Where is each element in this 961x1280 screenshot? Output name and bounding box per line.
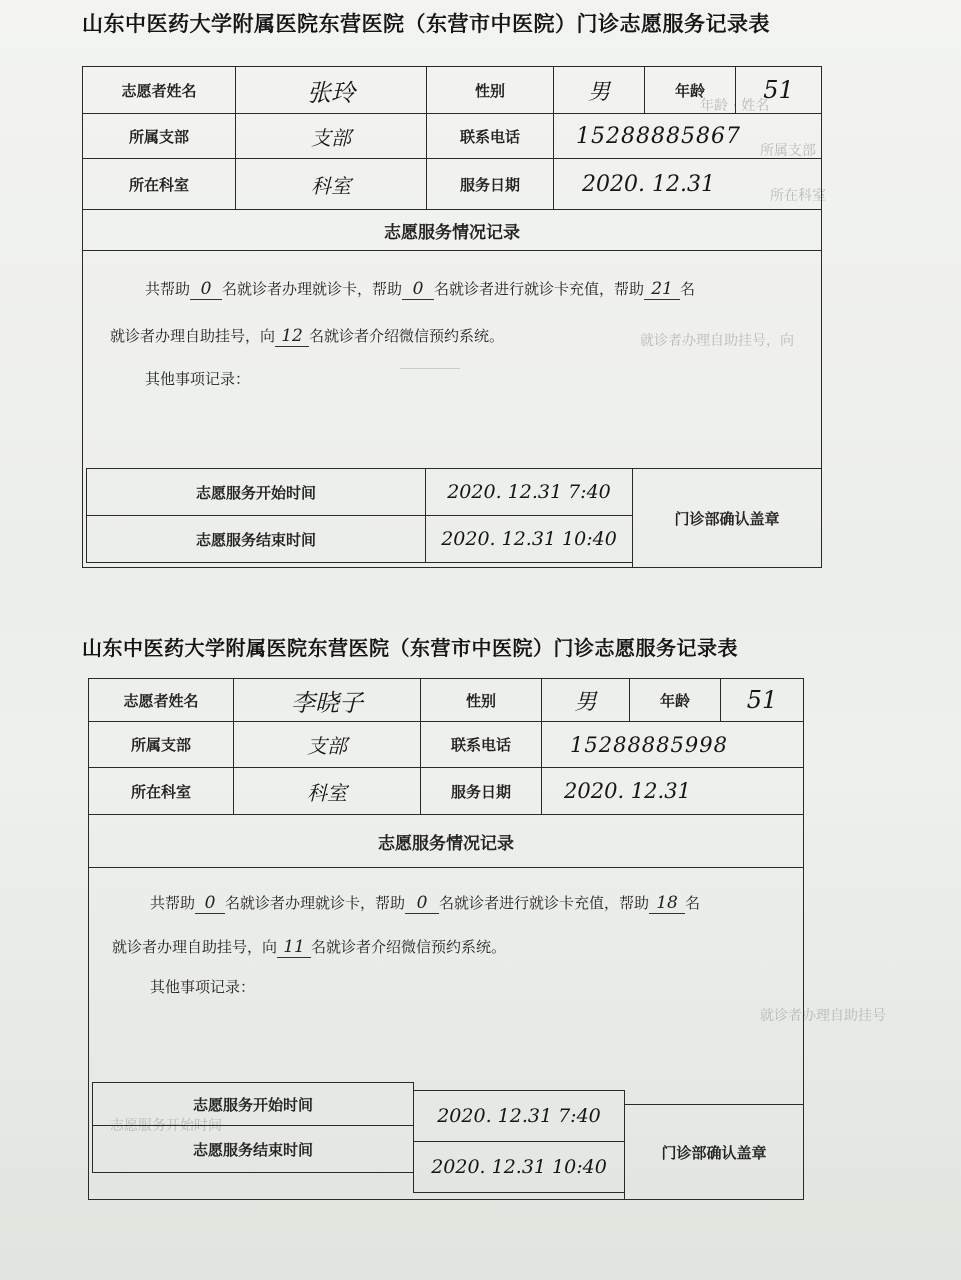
bleed-through-text: 就诊者办理自助挂号 <box>760 1008 886 1024</box>
end-time-value: 2020. 12.31 10:40 <box>431 1156 607 1178</box>
service-date-cell <box>541 767 804 815</box>
label-end-time: 志愿服务结束时间 <box>86 515 426 563</box>
seal-box: 门诊部确认盖章 <box>624 1104 804 1200</box>
label-volunteer-name: 志愿者姓名 <box>88 678 234 722</box>
department-value: 科室 <box>307 780 347 805</box>
narrative-line-2: 就诊者办理自助挂号，向 12 名就诊者介绍微信预约系统。 <box>110 326 505 346</box>
narrative-line-1: 共帮助 0 名就诊者办理就诊卡，帮助 0 名就诊者进行就诊卡充值，帮助 21 名 <box>145 279 696 299</box>
label-branch: 所属支部 <box>82 113 236 159</box>
gender-value: 男 <box>587 79 610 105</box>
phone-value: 15288885867 <box>576 123 741 149</box>
start-time-value: 2020. 12.31 7:40 <box>437 1105 601 1127</box>
cards-count: 0 <box>195 893 225 914</box>
branch-value: 支部 <box>307 734 347 758</box>
recharge-count: 0 <box>402 279 434 300</box>
self-registration-count: 18 <box>649 893 685 914</box>
phone-cell <box>553 113 822 159</box>
label-service-date: 服务日期 <box>420 767 542 815</box>
label-age: 年龄 <box>629 678 721 722</box>
gender-value: 男 <box>574 689 597 715</box>
label-volunteer-name: 志愿者姓名 <box>82 66 236 114</box>
label-age: 年龄 <box>644 66 736 114</box>
volunteer-name-value: 李晓子 <box>291 688 363 717</box>
age-value: 51 <box>763 76 794 104</box>
label-gender: 性别 <box>426 66 554 114</box>
gender-cell <box>541 678 630 722</box>
service-date-value: 2020. 12.31 <box>564 779 691 803</box>
branch-cell <box>235 113 427 159</box>
gender-cell <box>553 66 645 114</box>
label-gender: 性别 <box>420 678 542 722</box>
label-phone: 联系电话 <box>426 113 554 159</box>
cards-count: 0 <box>190 279 222 300</box>
label-phone: 联系电话 <box>420 721 542 768</box>
bleed-through-text: 所属支部 <box>760 143 816 159</box>
end-time-cell <box>413 1141 625 1193</box>
self-registration-count: 21 <box>644 279 680 300</box>
wechat-intro-count: 12 <box>275 326 309 347</box>
service-date-value: 2020. 12.31 <box>582 171 715 197</box>
seal-box: 门诊部确认盖章 <box>632 468 822 568</box>
phone-cell <box>541 721 804 768</box>
volunteer-name-cell <box>235 66 427 114</box>
label-department: 所在科室 <box>88 767 234 815</box>
label-department: 所在科室 <box>82 158 236 210</box>
narrative-line-1: 共帮助 0 名就诊者办理就诊卡，帮助 0 名就诊者进行就诊卡充值，帮助 18 名 <box>150 893 701 913</box>
volunteer-name-cell <box>233 678 421 722</box>
wechat-intro-count: 11 <box>277 937 311 958</box>
bleed-through-text: 志愿服务开始时间 <box>110 1118 222 1134</box>
branch-value: 支部 <box>311 125 351 150</box>
label-start-time: 志愿服务开始时间 <box>92 1082 414 1126</box>
other-notes-label: 其他事项记录： <box>150 978 256 996</box>
form-title: 山东中医药大学附属医院东营医院（东营市中医院）门诊志愿服务记录表 <box>82 636 738 660</box>
form-title: 山东中医药大学附属医院东营医院（东营市中医院）门诊志愿服务记录表 <box>82 12 770 36</box>
narrative-line-2: 就诊者办理自助挂号，向 11 名就诊者介绍微信预约系统。 <box>112 937 507 957</box>
phone-value: 15288885998 <box>570 732 728 757</box>
start-time-value: 2020. 12.31 7:40 <box>447 481 611 503</box>
bleed-through-text: 年龄 · 姓名 <box>700 98 770 114</box>
service-date-cell <box>553 158 822 210</box>
label-start-time: 志愿服务开始时间 <box>86 468 426 516</box>
section-heading: 志愿服务情况记录 <box>82 209 822 251</box>
age-cell <box>720 678 804 722</box>
bleed-through-text: 所在科室 <box>770 188 826 204</box>
age-value: 51 <box>746 686 778 714</box>
volunteer-name-value: 张玲 <box>307 78 355 107</box>
other-notes-label: 其他事项记录： <box>145 370 251 388</box>
end-time-cell <box>425 515 633 563</box>
department-cell <box>235 158 427 210</box>
label-end-time: 志愿服务结束时间 <box>92 1125 414 1173</box>
recharge-count: 0 <box>405 893 439 914</box>
label-branch: 所属支部 <box>88 721 234 768</box>
end-time-value: 2020. 12.31 10:40 <box>441 528 617 550</box>
age-cell <box>735 66 822 114</box>
department-cell <box>233 767 421 815</box>
branch-cell <box>233 721 421 768</box>
department-value: 科室 <box>311 173 351 198</box>
bleed-through-text: 就诊者办理自助挂号，向 <box>640 333 794 349</box>
start-time-cell <box>413 1090 625 1142</box>
start-time-cell <box>425 468 633 516</box>
section-heading: 志愿服务情况记录 <box>88 814 804 868</box>
label-service-date: 服务日期 <box>426 158 554 210</box>
